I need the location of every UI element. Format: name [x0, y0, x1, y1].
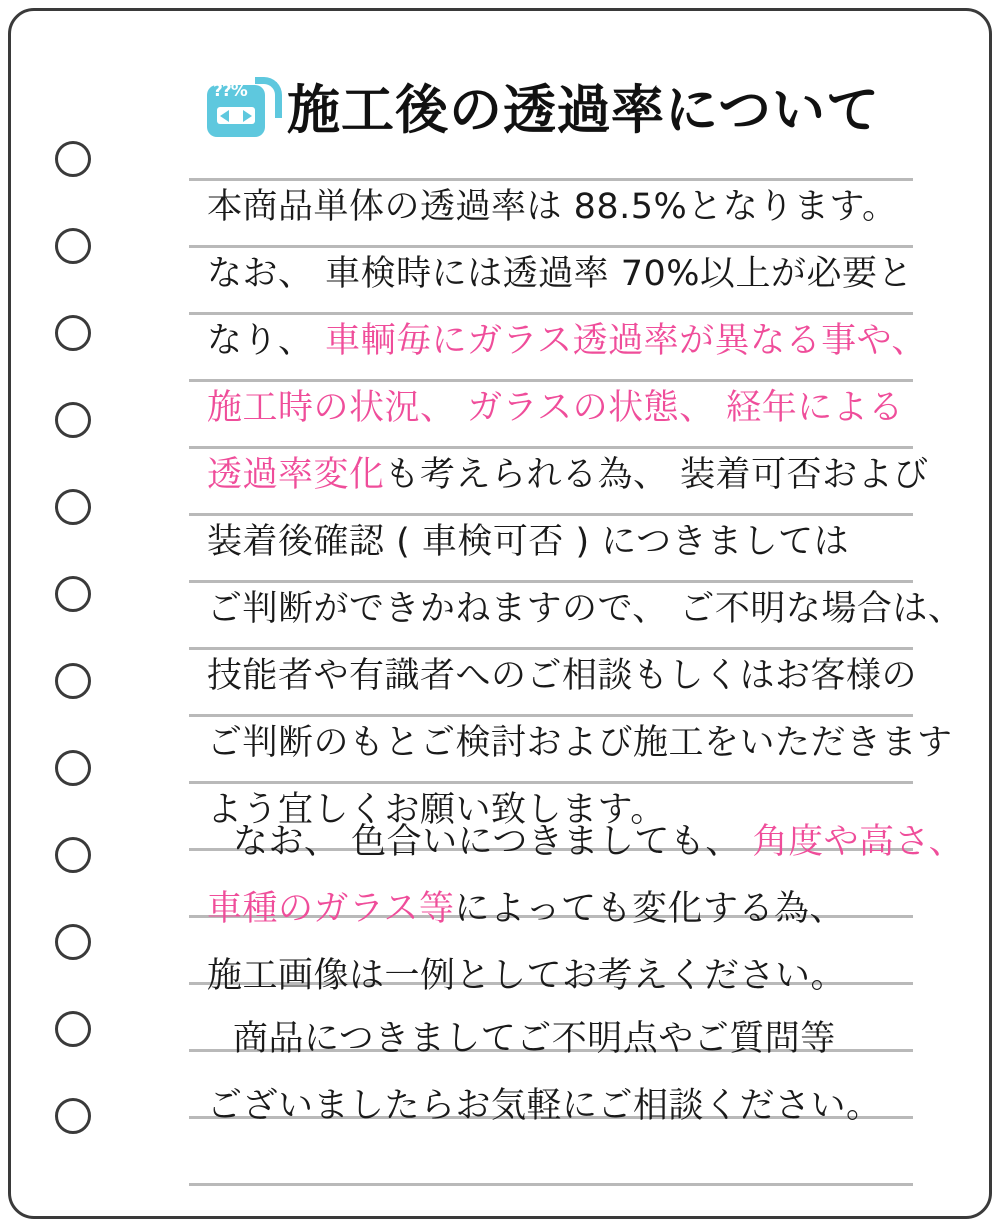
body-text: なお、 色合いにつきましても、	[233, 822, 753, 862]
icon-label: ??%	[213, 81, 247, 101]
body-text: ご判断のもとご検討および施工をいただきます	[207, 723, 953, 763]
text-line	[207, 375, 937, 442]
text-line	[207, 943, 937, 1010]
page-title: 施工後の透過率について	[287, 79, 880, 141]
body-text: 本商品単体の透過率は 88.5%となります。	[207, 187, 898, 227]
body-text: なお、 車検時には透過率 70%以上が必要と	[207, 254, 914, 294]
text-line	[207, 809, 965, 876]
emphasis-text: 透過率変化	[207, 455, 385, 495]
emphasis-text: 角度や高さ、	[752, 822, 965, 862]
text-line	[207, 576, 964, 643]
body-text: 商品につきましてご不明点やご質問等	[233, 1019, 836, 1059]
document-content	[11, 11, 989, 1216]
text-line	[207, 643, 937, 710]
body-text: によっても変化する為、	[454, 889, 845, 929]
notepad-sheet	[8, 8, 992, 1219]
body-text: よう宜しくお願い致します。	[207, 790, 666, 830]
body-text: 装着後確認 ( 車検可否 ) につきましては	[207, 522, 850, 562]
emphasis-text: 車種のガラス等	[207, 889, 455, 929]
body-text: も考えられる為、 装着可否および	[384, 455, 929, 495]
text-line	[207, 509, 937, 576]
text-line	[207, 1006, 937, 1073]
text-line	[207, 442, 937, 509]
body-text: 施工画像は一例としてお考えください。	[207, 956, 847, 996]
text-line	[207, 174, 937, 241]
text-line	[207, 1073, 937, 1140]
body-text: ございましたらお気軽にご相談ください。	[207, 1086, 882, 1126]
body-text: ご判断ができかねますので、 ご不明な場合は、	[207, 589, 964, 629]
body-text: 技能者や有識者へのご相談もしくはお客様の	[207, 656, 918, 696]
document-heading	[203, 73, 880, 147]
body-text: なり、	[207, 321, 326, 361]
section-contact-notice	[207, 1006, 937, 1140]
section-color-notice	[207, 809, 965, 1010]
emphasis-text: 施工時の状況、 ガラスの状態、 経年による	[207, 388, 904, 428]
text-line	[207, 710, 953, 777]
text-line	[207, 308, 937, 375]
transmittance-meter-icon	[203, 73, 277, 147]
emphasis-text: 車輌毎にガラス透過率が異なる事や、	[325, 321, 927, 361]
text-line	[207, 241, 937, 308]
text-line	[207, 876, 937, 943]
